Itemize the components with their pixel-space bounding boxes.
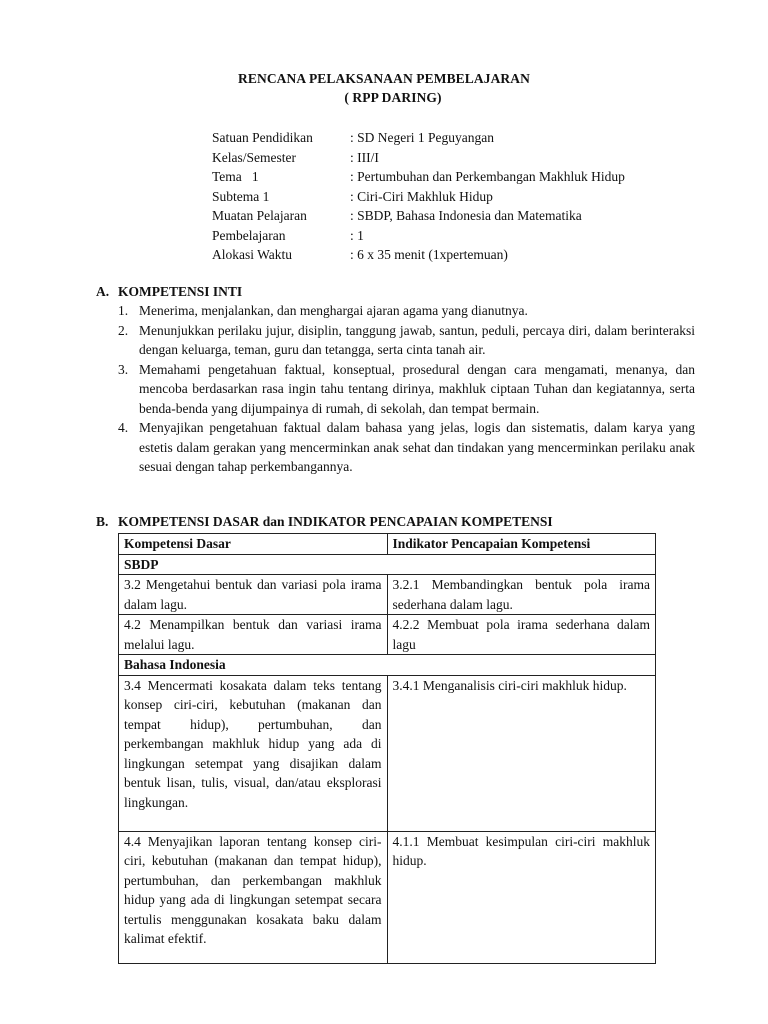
ipk-cell: 3.2.1 Membandingkan bentuk pola irama sederhana dalam lagu.	[387, 575, 656, 615]
identity-value: : Pertumbuhan dan Perkembangan Makhluk Hidup	[350, 169, 625, 184]
identity-value: : SBDP, Bahasa Indonesia dan Matematika	[350, 208, 582, 223]
identity-value: : SD Negeri 1 Peguyangan	[350, 130, 494, 145]
list-number: 1.	[118, 303, 129, 318]
list-item	[118, 301, 695, 321]
table-row	[119, 831, 656, 963]
list-item	[118, 321, 695, 360]
kompetensi-inti-list	[118, 301, 695, 477]
list-text: Menerima, menjalankan, dan menghargai ajaran agama yang dianutnya.	[139, 303, 528, 318]
table-row	[119, 575, 656, 615]
list-text: Memahami pengetahuan faktual, konseptual, prosedural dengan cara mengamati, menanya, dan mencoba berdasarkan rasa ingin tahu tentang dirinya, makhluk ciptaan Tuhan dan kegiatannya, serta benda-benda yang dijumpainya di rumah, di sekolah, dan tempat bermain.	[139, 361, 695, 416]
list-number: 4.	[118, 420, 129, 435]
group-label-sbdp: SBDP	[119, 554, 656, 575]
kd-cell: 4.2 Menampilkan bentuk dan variasi irama melalui lagu.	[119, 615, 388, 655]
identity-label: Pembelajaran	[212, 227, 286, 243]
identity-label: Alokasi Waktu	[212, 247, 293, 262]
identity-label: Muatan Pelajaran	[212, 208, 307, 223]
document-subtitle: ( RPP DARING)	[344, 90, 442, 105]
identity-label: Kelas/Semester	[212, 149, 296, 165]
kd-cell: 3.2 Mengetahui bentuk dan variasi pola irama dalam lagu.	[119, 575, 388, 615]
identity-row	[212, 148, 625, 168]
list-number: 2.	[118, 322, 129, 338]
table-header-row	[119, 534, 656, 555]
identity-value: : III/I	[350, 149, 379, 165]
identity-row	[212, 206, 625, 226]
identity-row	[212, 187, 625, 207]
identity-value: : 1	[350, 227, 364, 243]
section-title: KOMPETENSI INTI	[118, 284, 243, 299]
identity-value: : 6 x 35 menit (1xpertemuan)	[350, 247, 508, 262]
identity-block	[212, 128, 625, 265]
identity-label: Satuan Pendidikan	[212, 130, 313, 145]
list-text: Menyajikan pengetahuan faktual dalam bahasa yang jelas, logis dan sistematis, dalam karya yang estetis dalam gerakan yang mencerminkan anak sehat dan tindakan yang mencerminkan perilaku anak sesuai dengan tahap perkembangannya.	[139, 420, 695, 474]
ipk-cell: 4.1.1 Membuat kesimpulan ciri-ciri makhluk hidup.	[387, 831, 656, 963]
identity-value: : Ciri-Ciri Makhluk Hidup	[350, 188, 493, 204]
table-row	[119, 675, 656, 831]
list-item	[118, 360, 695, 419]
ipk-cell: 4.2.2 Membuat pola irama sederhana dalam lagu	[387, 615, 656, 655]
list-number: 3.	[118, 361, 129, 377]
table-group-row	[119, 554, 656, 575]
list-text: Menunjukkan perilaku jujur, disiplin, tanggung jawab, santun, peduli, percaya diri, dalam berinteraksi dengan keluarga, teman, guru dan tetangga, serta cinta tanah air.	[139, 322, 695, 357]
table-row	[119, 615, 656, 655]
ipk-cell: 3.4.1 Menganalisis ciri-ciri makhluk hidup.	[387, 675, 656, 831]
section-letter: B.	[96, 514, 109, 529]
section-a-heading	[96, 284, 242, 300]
kompetensi-dasar-table	[118, 533, 656, 964]
identity-row	[212, 245, 625, 265]
section-letter: A.	[96, 284, 110, 299]
list-item	[118, 418, 695, 477]
group-label-bahasa-indonesia: Bahasa Indonesia	[119, 655, 656, 676]
identity-row	[212, 226, 625, 246]
column-header-kd: Kompetensi Dasar	[119, 534, 388, 555]
kd-cell: 4.4 Menyajikan laporan tentang konsep ciri-ciri, kebutuhan (makanan dan tempat hidup), pertumbuhan, dan perkembangan makhluk hidup yang ada di lingkungan setempat secara tertulis menggunakan kosakata baku dalam kalimat efektif.	[119, 831, 388, 963]
table-group-row	[119, 655, 656, 676]
identity-row	[212, 167, 625, 187]
section-b-heading	[96, 514, 553, 530]
identity-row	[212, 128, 625, 148]
kd-cell: 3.4 Mencermati kosakata dalam teks tentang konsep ciri-ciri, kebutuhan (makanan dan tempat hidup), pertumbuhan, dan perkembangan makhluk hidup yang ada di lingkungan setempat yang disajikan dalam bentuk lisan, tulis, visual, dan/atau eksplorasi lingkungan.	[119, 675, 388, 831]
section-title: KOMPETENSI DASAR dan INDIKATOR PENCAPAIAN KOMPETENSI	[118, 514, 553, 529]
identity-label: Tema 1	[212, 169, 259, 184]
identity-label: Subtema 1	[212, 188, 270, 204]
column-header-ipk: Indikator Pencapaian Kompetensi	[387, 534, 656, 555]
document-title: RENCANA PELAKSANAAN PEMBELAJARAN	[238, 71, 530, 86]
